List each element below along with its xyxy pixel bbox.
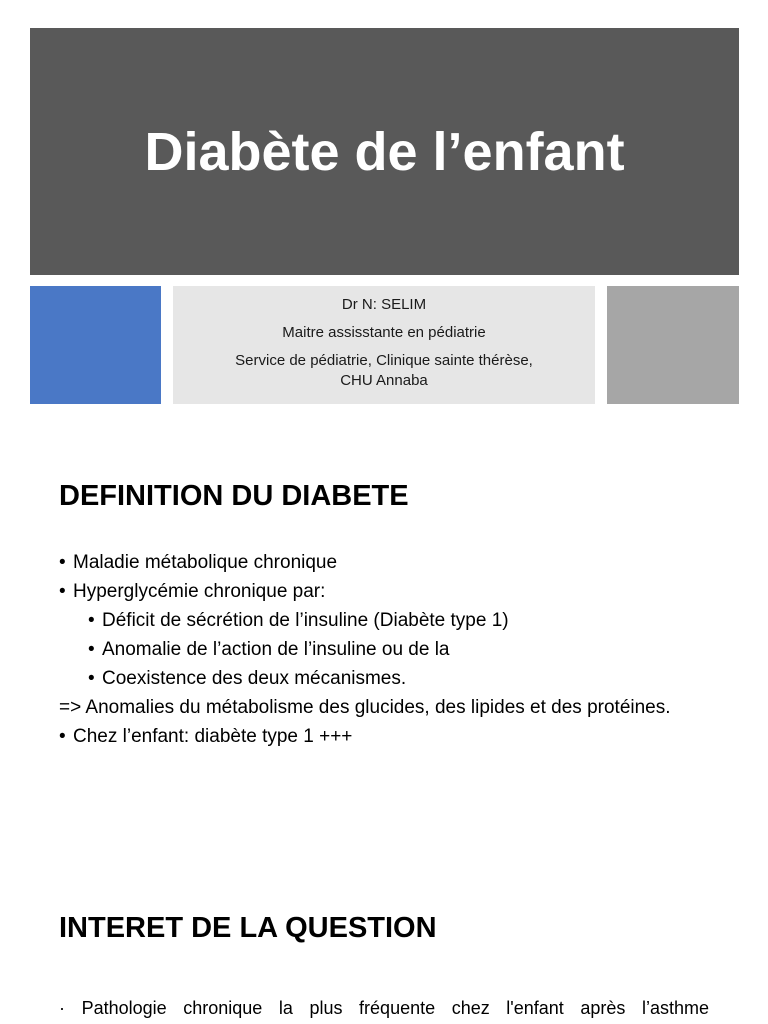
definition-heading: DEFINITION DU DIABETE (59, 480, 409, 512)
definition-subitem-1: • Déficit de sécrétion de l’insuline (Diabète type 1) (59, 608, 699, 633)
definition-subitem-2: • Anomalie de l’action de l’insuline ou de la (59, 637, 699, 662)
definition-item-1: • Maladie métabolique chronique (59, 550, 699, 575)
title-banner (30, 28, 739, 275)
interet-heading: INTERET DE LA QUESTION (59, 912, 437, 944)
author-service-line-2: CHU Annaba (340, 372, 428, 389)
author-role: Maitre assisstante en pédiatrie (282, 324, 486, 341)
author-service-line-1: Service de pédiatrie, Clinique sainte thérèse, (235, 352, 533, 369)
slide-title: Diabète de l’enfant (144, 121, 625, 182)
definition-item-3: • Chez l’enfant: diabète type 1 +++ (59, 724, 699, 749)
author-name: Dr N: SELIM (341, 296, 427, 313)
definition-subitem-3: • Coexistence des deux mécanismes. (59, 666, 699, 691)
author-panel (173, 286, 595, 404)
definition-content (59, 550, 699, 753)
interet-line-1: · Pathologie chronique la plus fréquente chez l'enfant après l’asthme (59, 998, 709, 1018)
definition-consequence: => Anomalies du métabolisme des glucides, des lipides et des protéines. (59, 697, 671, 718)
blue-accent-block (30, 286, 161, 404)
definition-item-2: • Hyperglycémie chronique par: (59, 579, 699, 604)
gray-accent-block (607, 286, 739, 404)
